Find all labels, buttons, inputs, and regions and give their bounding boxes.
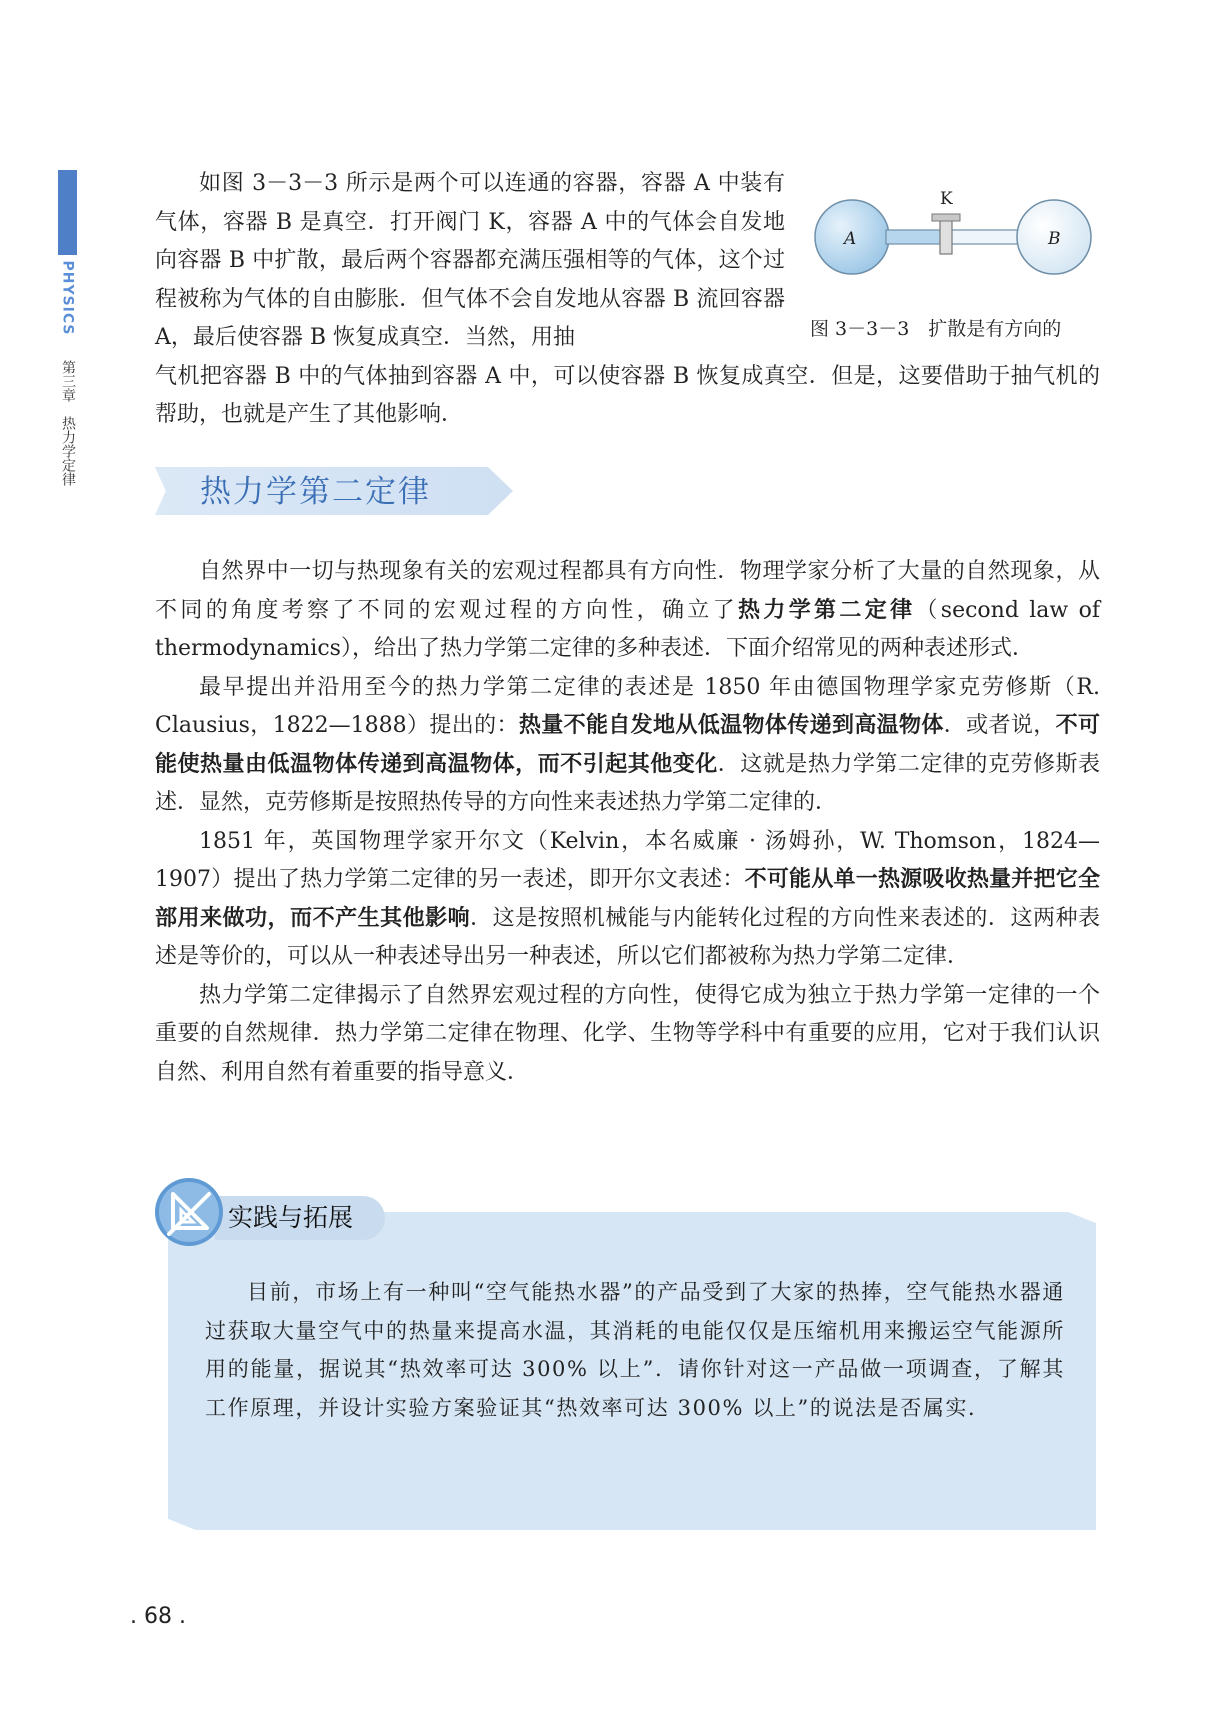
p2-text-b: ．或者说， (943, 713, 1056, 738)
intro-paragraph-rest: 气机把容器 B 中的气体抽到容器 A 中，可以使容器 B 恢复成真空．但是，这要借助于抽气机的帮助，也就是产生了其他影响． (155, 363, 1100, 427)
valve-handle (932, 214, 960, 221)
chapter-label (58, 360, 77, 486)
intro-paragraph-lead: 如图 3－3－3 所示是两个可以连通的容器，容器 A 中装有气体，容器 B 是真空．打开阀门 K，容器 A 中的气体会自发地向容器 B 中扩散，最后两个容器都充满压强相等的气体，这个过程被称为气体的自由膨胀．但气体不会自发地从容器 B 流回容器 A，最后使容器 B 恢复成真空．当然，用抽 (155, 171, 785, 350)
main-content (155, 553, 1100, 1092)
chapter-color-bar (58, 170, 77, 255)
p2-clausius-statement: 热量不能自发地从低温物体传递到高温物体 (518, 713, 944, 738)
paragraph-1 (155, 553, 1100, 669)
paragraph-3 (155, 823, 1100, 977)
p3-kelvin-statement: 不可能从单一热源吸收热量并把它全部用来做功，而不产生其他影响 (155, 867, 1100, 931)
practice-title: 实践与拓展 (228, 1203, 354, 1232)
two-vessel-diagram (810, 180, 1100, 310)
valve-label: K (940, 189, 953, 209)
p2-clausius-alt: 不可能使热量由低温物体传递到高温物体，而不引起其他变化 (155, 713, 1100, 777)
valve-body (940, 220, 952, 254)
section-title: 热力学第二定律 (200, 474, 431, 510)
p3-text-a: 1851 年，英国物理学家开尔文（Kelvin，本名威廉 · 汤姆孙，W. Thomson，1824—1907）提出了热力学第二定律的另一表述，即开尔文表述： (155, 828, 1100, 892)
ruler-triangle-icon (153, 1176, 225, 1248)
subject-label-text: PHYSICS (59, 259, 76, 336)
vessel-b-label: B (1048, 229, 1061, 249)
p2-text-c: ．这就是热力学第二定律的克劳修斯表述．显然，克劳修斯是按照热传导的方向性来表述热力学第二定律的． (155, 751, 1100, 815)
p3-text-b: ．这是按照机械能与内能转化过程的方向性来表述的．这两种表述是等价的，可以从一种表述导出另一种表述，所以它们都被称为热力学第二定律． (155, 905, 1100, 969)
p1-text-a: 自然界中一切与热现象有关的宏观过程都具有方向性．物理学家分析了大量的自然现象，从不同的角度考察了不同的宏观过程的方向性，确立了 (155, 559, 1100, 623)
tube-left (886, 230, 946, 244)
figure-diffusion (810, 180, 1100, 350)
tube-right (946, 230, 1020, 244)
paragraph-2 (155, 669, 1100, 823)
subject-label (58, 255, 77, 340)
page-number: . 68 . (130, 1604, 186, 1629)
p1-term: 热力学第二定律 (738, 597, 916, 623)
chapter-number: 第三章 (60, 360, 76, 402)
practice-paragraph: 目前，市场上有一种叫“空气能热水器”的产品受到了大家的热捧，空气能热水器通过获取大量空气中的热量来提高水温，其消耗的电能仅仅是压缩机用来搬运空气能源所用的能量，据说其“热效率可达 300% 以上”．请你针对这一产品做一项调查，了解其工作原理，并设计实验方案验证其“热效率可达 300% 以上”的说法是否属实． (205, 1280, 1065, 1420)
p1-text-b: （second law of thermodynamics），给出了热力学第二定律的多种表述．下面介绍常见的两种表述形式． (155, 597, 1100, 661)
figure-caption: 图 3－3－3 扩散是有方向的 (810, 318, 1062, 340)
vessel-a-label: A (844, 229, 857, 249)
paragraph-4: 热力学第二定律揭示了自然界宏观过程的方向性，使得它成为独立于热力学第一定律的一个重要的自然规律．热力学第二定律在物理、化学、生物等学科中有重要的应用，它对于我们认识自然、利用自然有着重要的指导意义． (155, 982, 1100, 1085)
practice-text (205, 1273, 1065, 1427)
chapter-title: 热力学定律 (60, 416, 76, 486)
p2-text-a: 最早提出并沿用至今的热力学第二定律的表述是 1850 年由德国物理学家克劳修斯（R. Clausius，1822—1888）提出的： (155, 674, 1100, 738)
